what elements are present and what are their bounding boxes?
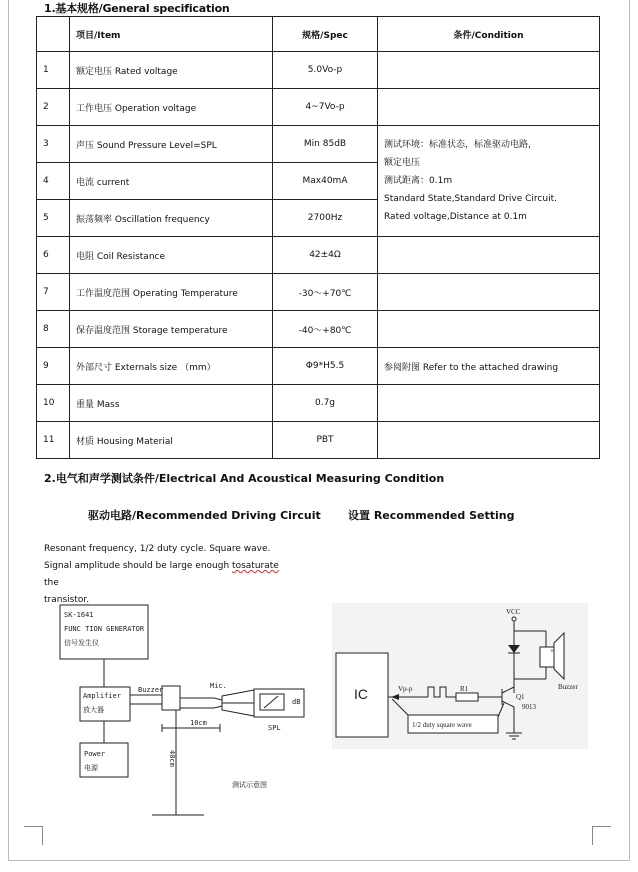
generator-model: SK-1641 [64, 611, 94, 619]
table-row [37, 52, 600, 89]
row-item: 声压 Sound Pressure Level=SPL [70, 126, 273, 163]
merged-condition [378, 126, 600, 237]
table-row [37, 126, 600, 163]
generator-cn: 信号发生仪 [64, 639, 99, 647]
r1-label: R1 [460, 685, 469, 693]
row-spec: Φ9*H5.5 [273, 348, 378, 385]
row-spec: -30～+70℃ [273, 274, 378, 311]
header-no [37, 17, 70, 52]
row-item: 材质 Housing Material [70, 422, 273, 459]
generator-name: FUNC TION GENERATOR [64, 625, 145, 633]
amplifier-label: Amplifier [83, 692, 121, 700]
row-no: 1 [37, 52, 70, 89]
row-condition [378, 52, 600, 89]
plus-label: + [550, 647, 554, 655]
condition-line: Standard State,Standard Drive Circuit. [384, 194, 557, 204]
row-no: 4 [37, 163, 70, 200]
row-no: 3 [37, 126, 70, 163]
header-condition: 条件/Condition [378, 17, 600, 52]
note-wavy-text: tosaturate [232, 561, 279, 571]
row-no: 9 [37, 348, 70, 385]
row-no: 8 [37, 311, 70, 348]
setting-heading: 设置 Recommended Setting [348, 509, 515, 522]
row-condition [378, 311, 600, 348]
minus-label: - [550, 663, 553, 671]
condition-line: Rated voltage,Distance at 0.1m [384, 212, 527, 222]
row-condition [378, 422, 600, 459]
buzzer-label: Buzzer [138, 686, 164, 694]
table-row [37, 274, 600, 311]
amplifier-cn: 放大器 [83, 706, 104, 714]
power-label: Power [84, 750, 106, 758]
row-no: 10 [37, 385, 70, 422]
section1-title: 1.基本规格/General specification [44, 2, 230, 15]
row-item: 外部尺寸 Externals size （mm） [70, 348, 273, 385]
row-no: 11 [37, 422, 70, 459]
row-item: 工作电压 Operation voltage [70, 89, 273, 126]
row-spec: Min 85dB [273, 126, 378, 163]
spl-label: SPL [268, 724, 281, 732]
table-row [37, 237, 600, 274]
spec-table [36, 16, 600, 459]
row-no: 5 [37, 200, 70, 237]
row-condition [378, 385, 600, 422]
row-item: 振荡频率 Oscillation frequency [70, 200, 273, 237]
row-spec: 4~7Vo-p [273, 89, 378, 126]
table-row [37, 348, 600, 385]
table-row [37, 422, 600, 459]
row-spec: 0.7g [273, 385, 378, 422]
row-no: 7 [37, 274, 70, 311]
condition-line: 测试距离：0.1m [384, 176, 453, 186]
recommended-circuit-diagram [332, 603, 588, 749]
row-item: 工作温度范围 Operating Temperature [70, 274, 273, 311]
condition-line: 测试环境：标准状态，标准驱动电路， [384, 140, 538, 150]
distance-label: 10cm [190, 719, 207, 727]
row-item: 重量 Mass [70, 385, 273, 422]
note-text: the [44, 578, 59, 588]
row-item: 电阻 Coil Resistance [70, 237, 273, 274]
mic-label: Mic. [210, 682, 227, 690]
table-header-row [37, 17, 600, 52]
note-line: transistor. [44, 595, 90, 605]
condition-line: 额定电压 [384, 158, 421, 168]
header-item: 项目/Item [70, 17, 273, 52]
q1-label: Q1 [516, 693, 525, 701]
row-spec: 2700Hz [273, 200, 378, 237]
row-spec: -40～+80℃ [273, 311, 378, 348]
buzzer-label: Buzzer [558, 683, 578, 691]
row-condition [378, 237, 600, 274]
row-item: 保存温度范围 Storage temperature [70, 311, 273, 348]
vpp-label: Vp-p [398, 685, 413, 693]
note-text: Signal amplitude should be large enough [44, 561, 233, 571]
test-setup-diagram [44, 600, 314, 820]
note-line: Resonant frequency, 1/2 duty cycle. Square wave. [44, 544, 271, 554]
row-item: 电流 current [70, 163, 273, 200]
vcc-label: VCC [506, 608, 521, 616]
header-spec: 规格/Spec [273, 17, 378, 52]
table-row [37, 311, 600, 348]
table-row [37, 89, 600, 126]
page-corner-mark [24, 826, 43, 845]
buzzer-box [162, 686, 180, 710]
note-line [44, 558, 294, 592]
row-condition: 参阅附图 Refer to the attached drawing [378, 348, 600, 385]
table-row [37, 385, 600, 422]
wave-label: 1/2 duty square wave [412, 721, 472, 729]
row-condition [378, 89, 600, 126]
row-item: 额定电压 Rated voltage [70, 52, 273, 89]
height-label: 40cm [168, 750, 176, 767]
power-cn: 电源 [84, 764, 98, 772]
ic-label: IC [354, 686, 368, 702]
diagram-caption: 测试示意图 [232, 781, 267, 789]
row-no: 6 [37, 237, 70, 274]
db-label: dB [292, 698, 301, 706]
driving-circuit-heading: 驱动电路/Recommended Driving Circuit [88, 509, 321, 522]
row-spec: 42±4Ω [273, 237, 378, 274]
page-corner-mark [592, 826, 611, 845]
section2-title: 2.电气和声学测试条件/Electrical And Acoustical Measuring Condition [44, 472, 445, 485]
row-condition [378, 274, 600, 311]
row-spec: PBT [273, 422, 378, 459]
row-spec: Max40mA [273, 163, 378, 200]
row-no: 2 [37, 89, 70, 126]
row-spec: 5.0Vo-p [273, 52, 378, 89]
transistor-label: 9013 [522, 703, 536, 711]
circuit-notes [44, 541, 294, 609]
